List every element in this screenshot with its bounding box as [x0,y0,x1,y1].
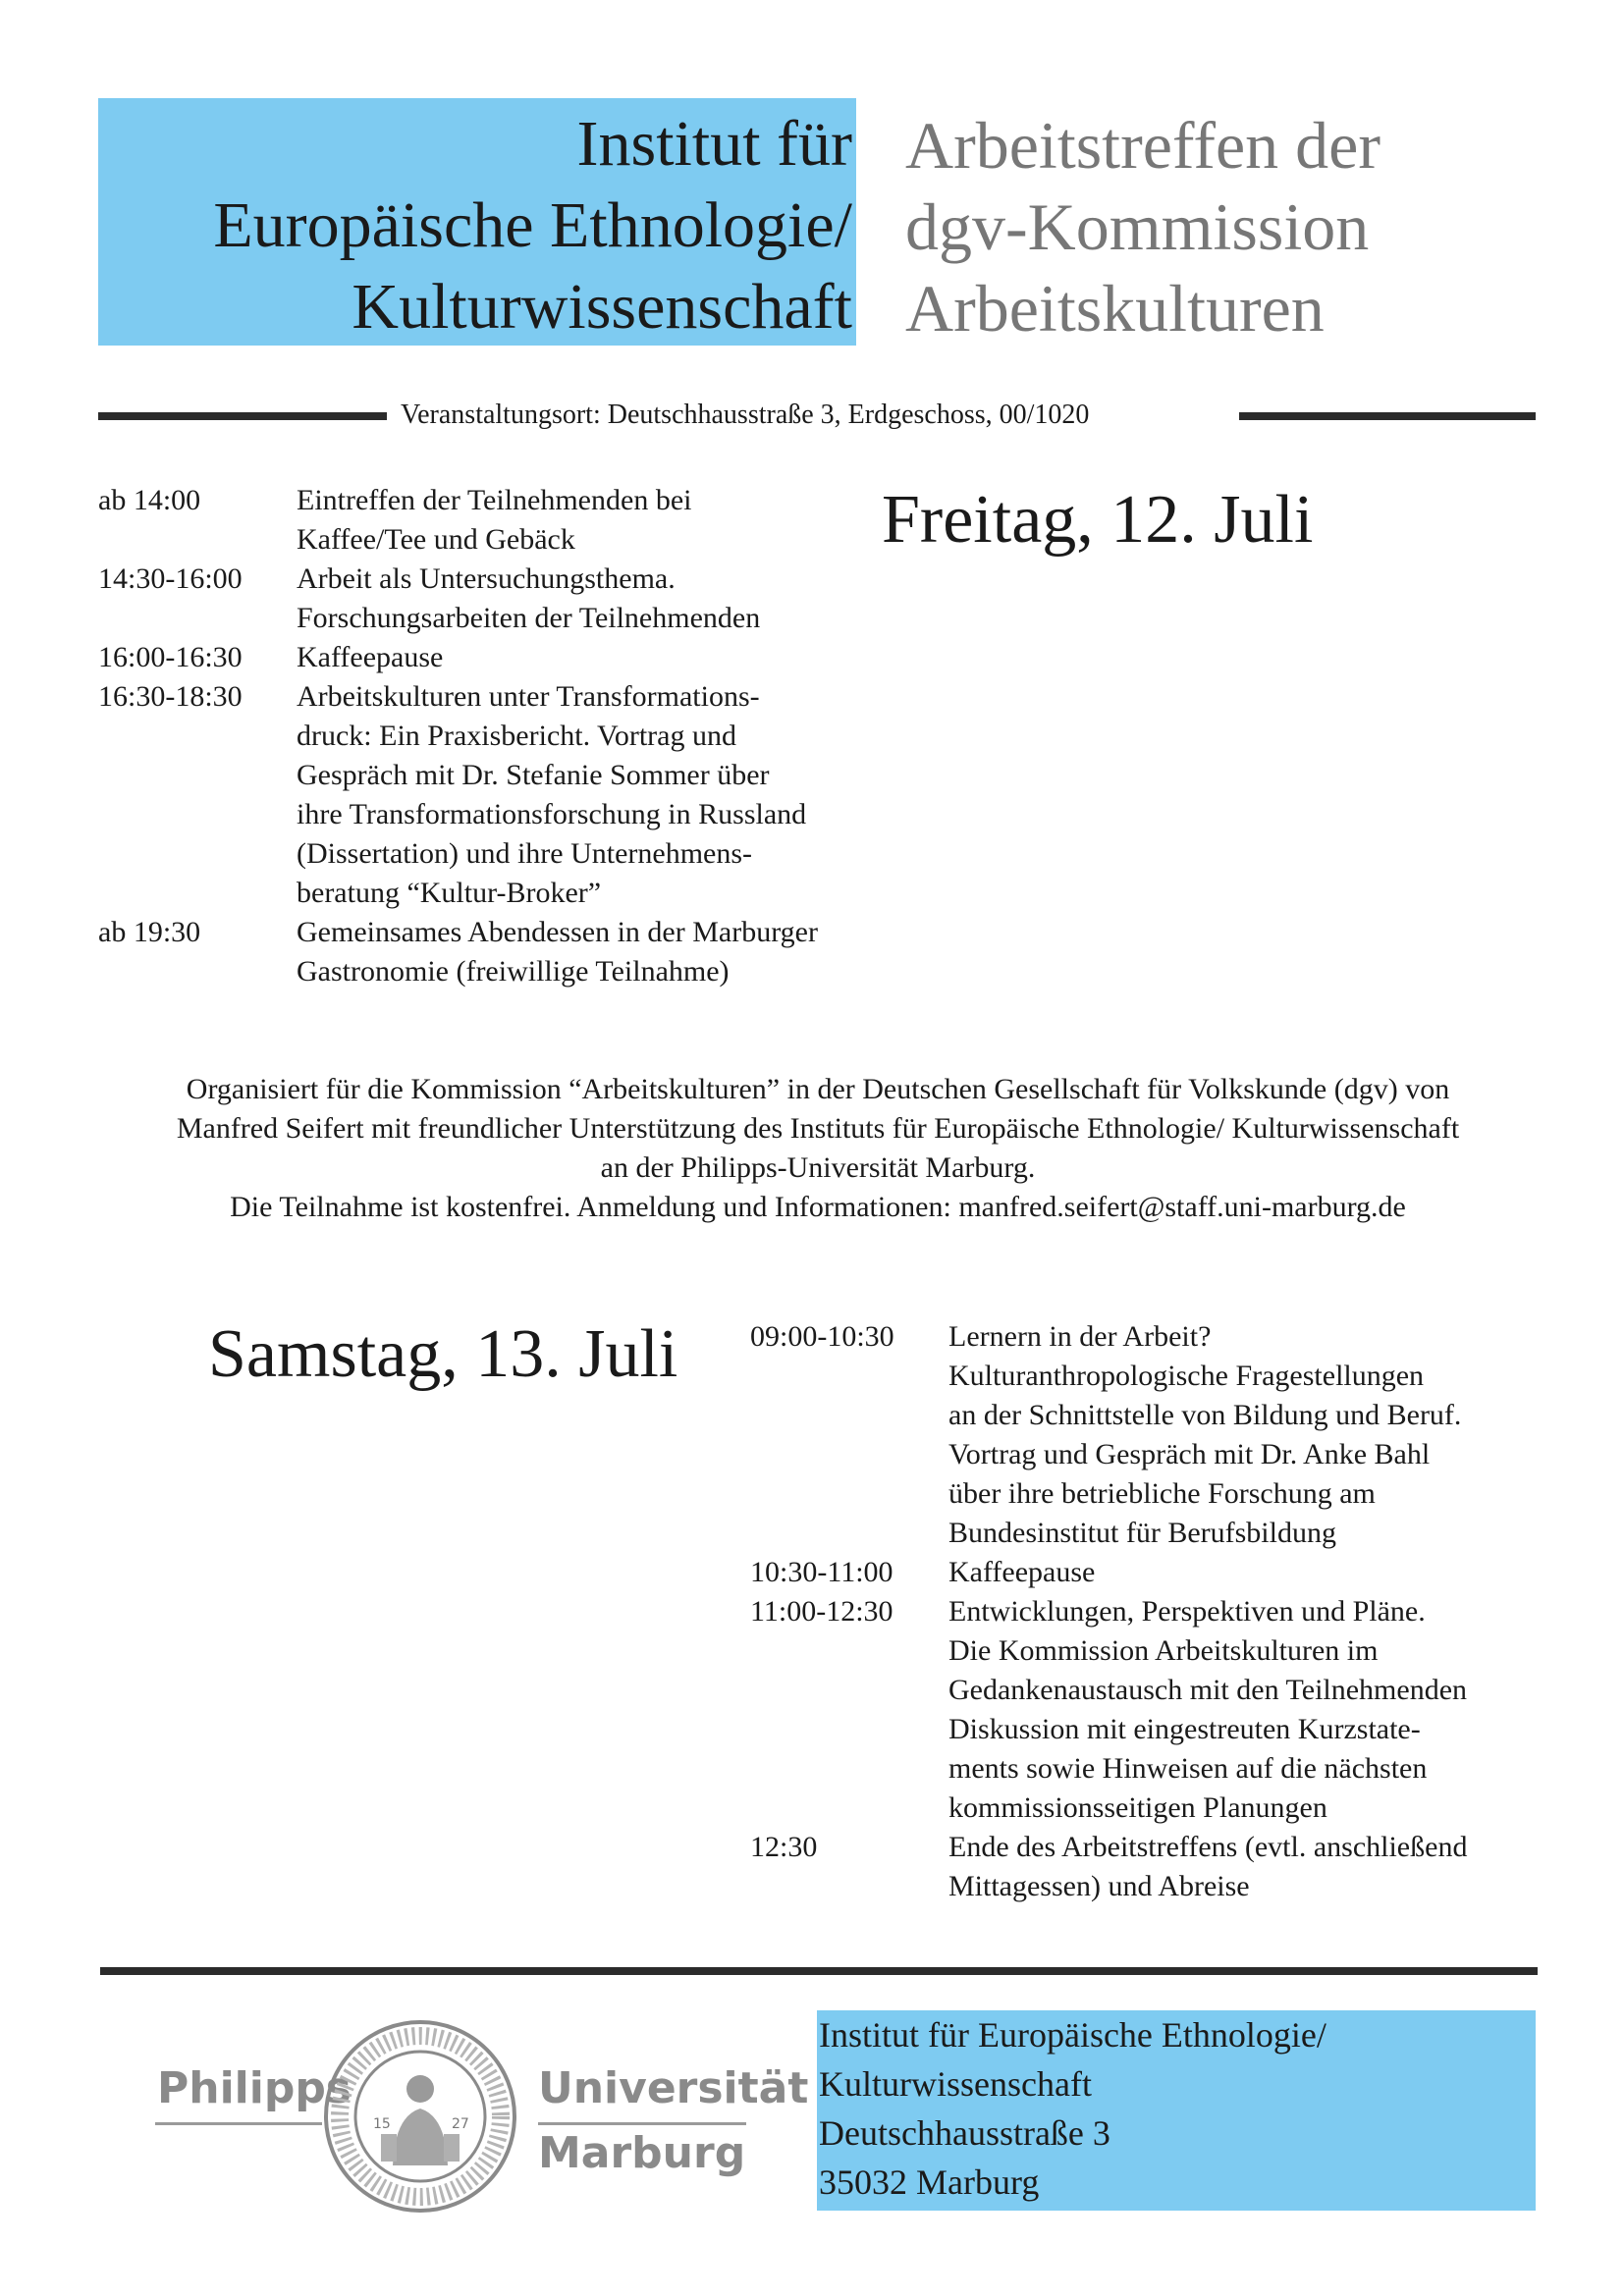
venue-text: Veranstaltungsort: Deutschhausstraße 3, Erdgeschoss, 00/1020 [401,400,1090,430]
schedule-time: 09:00-10:30 [750,1320,894,1353]
schedule-time: 10:30-11:00 [750,1556,893,1588]
schedule-item [750,1553,1536,1592]
address-box [817,2010,1536,2211]
schedule-time: ab 19:30 [98,916,201,948]
saturday-heading: Samstag, 13. Juli [208,1316,678,1392]
address-line-2: Kulturwissenschaft [819,2064,1092,2104]
institute-title-line-3: Kulturwissenschaft [352,271,852,343]
organizer-line-1: Organisiert für die Kommission “Arbeitskulturen” in der Deutschen Gesellschaft für Volkskunde (dgv) von [186,1073,1450,1105]
schedule-item [98,677,884,913]
institute-title-box [98,98,856,346]
logo-word-philipps: Philipps [157,2063,352,2113]
event-title-line-1: Arbeitstreffen der [905,108,1380,183]
schedule-text: Gemeinsames Abendessen in der Marburger Gastronomie (freiwillige Teilnahme) [297,916,818,988]
schedule-text: Ende des Arbeitstreffens (evtl. anschließend Mittagessen) und Abreise [948,1831,1468,1902]
event-title-line-3: Arbeitskulturen [905,271,1325,346]
logo-word-universitaet: Universität [538,2063,809,2113]
seal-year-left: 15 [373,2116,391,2132]
schedule-time: 16:30-18:30 [98,680,243,713]
schedule-text: Entwicklungen, Perspektiven und Pläne. Die Kommission Arbeitskulturen im Gedankenaustausch mit den Teilnehmenden Diskussion mit eingestreuten Kurzstate- ments sowie Hinweisen auf die nächsten kommissionsseitigen Planungen [948,1595,1468,1824]
schedule-text: Kaffeepause [297,641,444,673]
friday-schedule [98,481,884,991]
schedule-item [750,1317,1536,1553]
schedule-text: Kaffeepause [948,1556,1096,1588]
schedule-time: 16:00-16:30 [98,641,243,673]
saturday-schedule [750,1317,1536,1906]
schedule-text: Lernern in der Arbeit? Kulturanthropologische Fragestellungen an der Schnittstelle von Bildung und Beruf. Vortrag und Gespräch mit Dr. Anke Bahl über ihre betriebliche Forschung am Bundesinstitut für Berufsbildung [948,1320,1462,1549]
event-title [905,98,1534,346]
schedule-item [750,1592,1536,1828]
address-line-1: Institut für Europäische Ethnologie/ [819,2015,1326,2055]
schedule-time: ab 14:00 [98,484,201,516]
logo-word-marburg: Marburg [538,2128,746,2178]
friday-heading: Freitag, 12. Juli [882,482,1314,558]
institute-title-line-2: Europäische Ethnologie/ [213,189,852,261]
logo-rule-right [538,2122,746,2125]
schedule-item [98,481,884,560]
institute-title-line-1: Institut für [576,108,852,180]
seal-year-right: 27 [452,2116,469,2132]
event-title-line-2: dgv-Kommission [905,189,1370,264]
university-seal-icon [322,2018,518,2215]
organizer-line-3: an der Philipps-Universität Marburg. [600,1151,1036,1184]
venue-rule-left [98,412,387,420]
schedule-text: Arbeit als Untersuchungsthema. Forschungsarbeiten der Teilnehmenden [297,562,761,634]
address-line-4: 35032 Marburg [819,2163,1040,2202]
schedule-time: 14:30-16:00 [98,562,243,595]
organizer-line-4: Die Teilnahme ist kostenfrei. Anmeldung und Informationen: manfred.seifert@staff.uni-marburg.de [230,1191,1406,1223]
organizer-line-2: Manfred Seifert mit freundlicher Unterstützung des Instituts für Europäische Ethnologie/ Kulturwissenschaft [176,1112,1460,1145]
university-logo [147,2012,809,2218]
organizer-note [98,1070,1538,1227]
schedule-item [98,913,884,991]
address-line-3: Deutschhausstraße 3 [819,2113,1110,2153]
schedule-item [98,560,884,638]
schedule-text: Arbeitskulturen unter Transformations- druck: Ein Praxisbericht. Vortrag und Gespräch mit Dr. Stefanie Sommer über ihre Transformationsforschung in Russland (Dissertation) und ihre Unternehmens- beratung “Kultur-Broker” [297,680,807,909]
schedule-text: Eintreffen der Teilnehmenden bei Kaffee/Tee und Gebäck [297,484,692,556]
schedule-item [750,1828,1536,1906]
footer-rule [100,1967,1538,1975]
schedule-time: 11:00-12:30 [750,1595,893,1628]
logo-rule-left [155,2122,322,2125]
venue-rule-right [1239,412,1536,420]
schedule-time: 12:30 [750,1831,818,1863]
schedule-item [98,638,884,677]
